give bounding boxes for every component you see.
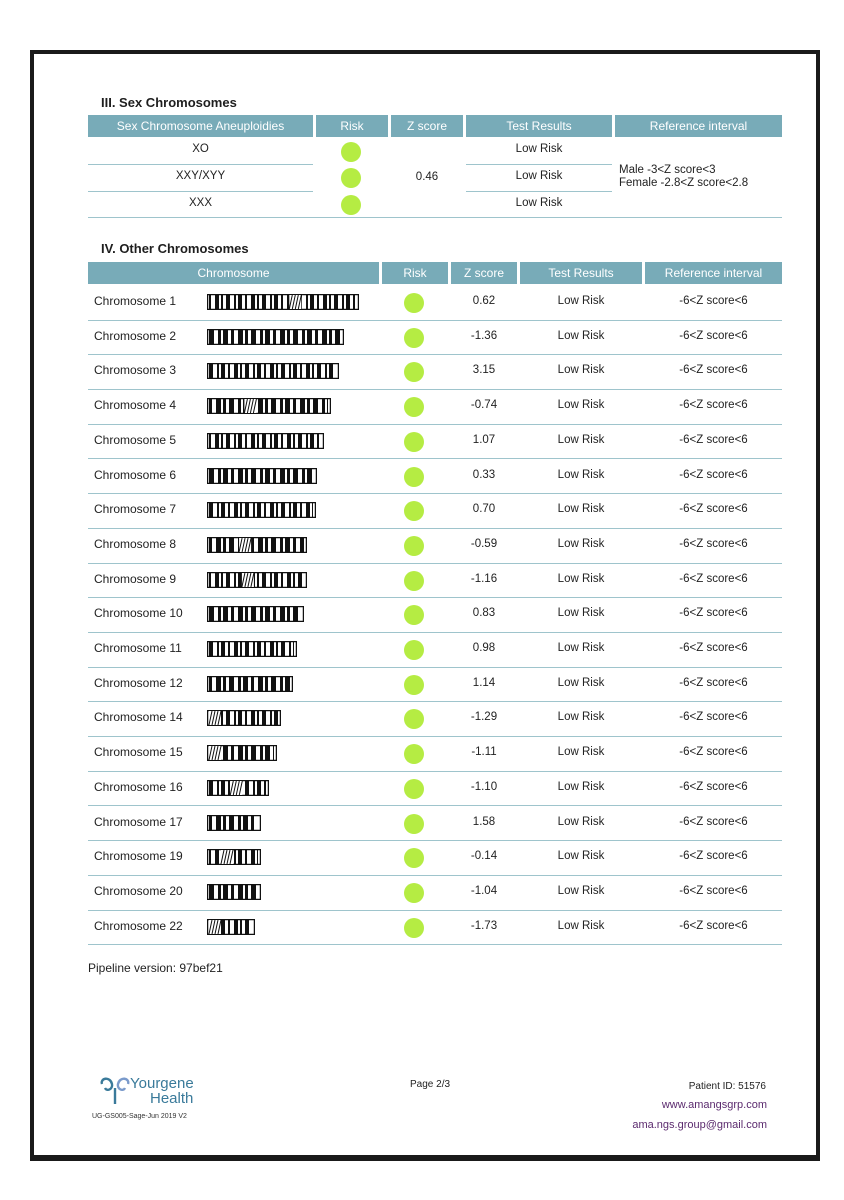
risk-indicator: [404, 432, 424, 452]
table-row: [88, 772, 782, 807]
test-result: Low Risk: [557, 468, 605, 481]
chromosome-name: Chromosome 7: [94, 502, 177, 517]
chromosome-name: Chromosome 3: [94, 363, 177, 378]
chromosome-name: Chromosome 17: [94, 814, 183, 829]
test-result: Low Risk: [557, 364, 605, 377]
chromosome-ideogram: [207, 919, 255, 935]
z-score: -0.59: [470, 537, 498, 550]
risk-indicator: [404, 675, 424, 695]
table-row: [88, 425, 782, 460]
patient-id: Patient ID: 51576: [688, 1081, 766, 1092]
risk-indicator: [404, 918, 424, 938]
table-row: [88, 460, 782, 495]
risk-indicator: [404, 883, 424, 903]
chromosome-name: Chromosome 4: [94, 398, 177, 413]
risk-indicator: [404, 571, 424, 591]
reference-interval: -6<Z score<6: [679, 364, 748, 377]
risk-indicator: [404, 779, 424, 799]
test-result: Low Risk: [557, 295, 605, 307]
col-header-test-results: Test Results: [520, 262, 642, 284]
test-result: Low Risk: [557, 676, 605, 689]
table-row: [88, 286, 782, 321]
risk-indicator: [404, 605, 424, 625]
website-link[interactable]: www.amangsgrp.com: [661, 1099, 767, 1111]
z-score: -1.29: [470, 711, 498, 724]
col-header-reference: Reference interval: [615, 115, 782, 137]
chromosome-ideogram: [207, 815, 261, 831]
z-score: -1.73: [470, 919, 498, 932]
risk-indicator: [404, 848, 424, 868]
col-header-risk: Risk: [382, 262, 448, 284]
test-result: Low Risk: [515, 197, 563, 209]
reference-interval: -6<Z score<6: [679, 642, 748, 654]
z-score: 0.70: [472, 503, 496, 516]
z-score: -1.16: [470, 572, 498, 585]
table-row: [88, 633, 782, 668]
chromosome-ideogram: [207, 849, 261, 865]
reference-interval: -6<Z score<6: [679, 850, 748, 863]
table-row: [88, 876, 782, 911]
row-divider: [466, 191, 612, 192]
table-row: [88, 494, 782, 529]
reference-interval: -6<Z score<6: [679, 711, 748, 724]
chromosome-ideogram: [207, 884, 261, 900]
risk-indicator: [404, 814, 424, 834]
test-result: Low Risk: [557, 399, 605, 412]
document-code: UG-GS005-Sage-Jun 2019 V2: [92, 1113, 187, 1120]
test-result: Low Risk: [557, 850, 605, 863]
chromosome-name: Chromosome 6: [94, 467, 177, 482]
aneuploidy-xxy-xyy: XXY/XYY: [175, 170, 226, 182]
z-score: 3.15: [472, 364, 496, 377]
col-header-reference: Reference interval: [645, 262, 782, 284]
row-divider: [88, 191, 313, 192]
chromosome-name: Chromosome 16: [94, 779, 183, 794]
row-divider: [466, 164, 612, 165]
test-result: Low Risk: [557, 711, 605, 724]
risk-indicator: [404, 744, 424, 764]
pipeline-version: Pipeline version: 97bef21: [88, 961, 223, 975]
risk-indicator: [404, 536, 424, 556]
reference-female: Female -2.8<Z score<2.8: [619, 177, 749, 189]
test-result: Low Risk: [557, 433, 605, 446]
risk-indicator: [341, 142, 361, 162]
page-number: Page 2/3: [410, 1079, 451, 1090]
table-row: [88, 702, 782, 737]
test-result: Low Risk: [557, 746, 605, 759]
table-row: [88, 355, 782, 390]
risk-indicator: [404, 397, 424, 417]
risk-indicator: [404, 293, 424, 313]
col-header-zscore: Z score: [451, 262, 517, 284]
other-chromosomes-title: IV. Other Chromosomes: [101, 241, 249, 256]
risk-indicator: [404, 640, 424, 660]
chromosome-ideogram: [207, 606, 304, 622]
z-score: -0.74: [470, 399, 498, 412]
row-divider: [88, 944, 782, 945]
table-row: [88, 529, 782, 564]
email-link[interactable]: ama.ngs.group@gmail.com: [632, 1119, 767, 1131]
reference-interval: -6<Z score<6: [679, 919, 748, 932]
chromosome-ideogram: [207, 537, 307, 553]
table-row: [88, 321, 782, 356]
test-result: Low Risk: [515, 170, 563, 182]
chromosome-name: Chromosome 14: [94, 710, 183, 725]
reference-interval: -6<Z score<6: [679, 537, 748, 550]
chromosome-ideogram: [207, 641, 297, 657]
risk-indicator: [341, 168, 361, 188]
table-row: [88, 390, 782, 425]
z-score: -0.14: [470, 850, 498, 863]
chromosome-name: Chromosome 11: [94, 641, 182, 655]
z-score: 1.07: [472, 433, 496, 446]
chromosome-name: Chromosome 2: [94, 328, 177, 343]
test-result: Low Risk: [557, 919, 605, 932]
chromosome-name: Chromosome 15: [94, 745, 183, 760]
col-header-test-results: Test Results: [466, 115, 612, 137]
chromosome-name: Chromosome 9: [94, 571, 177, 586]
risk-indicator: [341, 195, 361, 215]
reference-interval: -6<Z score<6: [679, 676, 748, 689]
risk-indicator: [404, 328, 424, 348]
table-row: [88, 564, 782, 599]
chromosome-ideogram: [207, 502, 316, 518]
risk-indicator: [404, 467, 424, 487]
z-score: 1.58: [472, 815, 496, 828]
chromosome-ideogram: [207, 745, 277, 761]
chromosome-ideogram: [207, 468, 317, 484]
col-header-chromosome: Chromosome: [88, 262, 379, 284]
reference-interval: -6<Z score<6: [679, 329, 748, 342]
yourgene-logo: [98, 1076, 208, 1108]
chromosome-name: Chromosome 8: [94, 536, 177, 551]
chromosome-ideogram: [207, 572, 307, 588]
row-divider: [88, 164, 313, 165]
test-result: Low Risk: [557, 537, 605, 550]
z-score: 0.62: [472, 295, 496, 307]
aneuploidy-xxx: XXX: [188, 197, 212, 209]
test-result: Low Risk: [557, 572, 605, 585]
test-result: Low Risk: [557, 780, 605, 793]
chromosome-ideogram: [207, 398, 331, 414]
chromosome-ideogram: [207, 433, 324, 449]
risk-indicator: [404, 501, 424, 521]
z-score: 0.33: [472, 468, 496, 481]
chromosome-ideogram: [207, 294, 359, 310]
test-result: Low Risk: [515, 143, 563, 155]
col-header-risk: Risk: [316, 115, 388, 137]
z-score: -1.10: [470, 780, 498, 793]
chromosome-name: Chromosome 5: [94, 432, 177, 447]
chromosome-name: Chromosome 1: [94, 294, 177, 308]
chromosome-name: Chromosome 19: [94, 849, 183, 864]
test-result: Low Risk: [557, 503, 605, 516]
aneuploidy-xo: XO: [192, 143, 209, 155]
z-score: 0.98: [472, 642, 496, 654]
table-bottom-rule: [88, 217, 782, 218]
test-result: Low Risk: [557, 329, 605, 342]
chromosome-ideogram: [207, 329, 344, 345]
chromosome-name: Chromosome 12: [94, 675, 183, 690]
reference-interval: -6<Z score<6: [679, 884, 748, 897]
test-result: Low Risk: [557, 815, 605, 828]
chromosome-ideogram: [207, 676, 293, 692]
risk-indicator: [404, 362, 424, 382]
chromosome-ideogram: [207, 363, 339, 379]
table-row: [88, 911, 782, 946]
reference-interval: -6<Z score<6: [679, 295, 748, 307]
test-result: Low Risk: [557, 884, 605, 897]
reference-interval: -6<Z score<6: [679, 433, 748, 446]
chromosome-ideogram: [207, 780, 269, 796]
z-score: 1.14: [472, 676, 496, 689]
test-result: Low Risk: [557, 642, 605, 654]
test-result: Low Risk: [557, 607, 605, 620]
table-row: [88, 668, 782, 703]
reference-interval: -6<Z score<6: [679, 468, 748, 481]
chromosome-name: Chromosome 20: [94, 883, 183, 898]
sex-reference-interval: [619, 164, 784, 190]
logo-mark-icon: [98, 1076, 132, 1106]
z-score: -1.04: [470, 884, 498, 897]
reference-interval: -6<Z score<6: [679, 503, 748, 516]
reference-interval: -6<Z score<6: [679, 815, 748, 828]
z-score: 0.83: [472, 607, 496, 620]
table-row: [88, 807, 782, 842]
chromosome-name: Chromosome 10: [94, 606, 183, 621]
chromosome-ideogram: [207, 710, 281, 726]
col-header-zscore: Z score: [391, 115, 463, 137]
reference-interval: -6<Z score<6: [679, 572, 748, 585]
table-row: [88, 598, 782, 633]
logo-text-line1: Yourgene: [130, 1075, 194, 1092]
reference-interval: -6<Z score<6: [679, 746, 748, 759]
sex-z-score: 0.46: [415, 171, 439, 183]
risk-indicator: [404, 709, 424, 729]
reference-interval: -6<Z score<6: [679, 399, 748, 412]
z-score: -1.36: [470, 329, 498, 342]
chromosome-name: Chromosome 22: [94, 918, 183, 933]
reference-male: Male -3<Z score<3: [619, 164, 716, 176]
table-row: [88, 737, 782, 772]
table-row: [88, 841, 782, 876]
z-score: -1.11: [471, 746, 497, 759]
col-header-aneuploidies: Sex Chromosome Aneuploidies: [88, 115, 313, 137]
sex-chromosomes-title: III. Sex Chromosomes: [101, 95, 237, 110]
reference-interval: -6<Z score<6: [679, 607, 748, 620]
reference-interval: -6<Z score<6: [679, 780, 748, 793]
logo-text-line2: Health: [150, 1090, 194, 1107]
